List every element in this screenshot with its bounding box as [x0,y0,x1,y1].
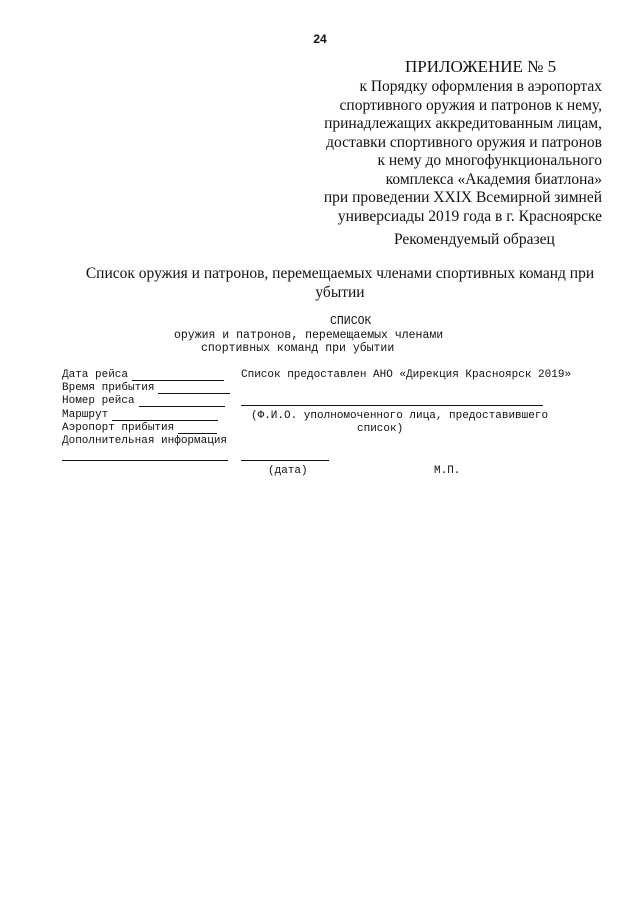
route-label: Маршрут [62,409,109,421]
arrival-airport-blank [178,423,217,434]
arrival-time-label: Время прибытия [62,382,155,394]
fio-caption-line2: список) [357,423,404,435]
appendix-line: принадлежащих аккредитованным лицам, [324,115,602,132]
appendix-line: при проведении XXIX Всемирной зимней [323,189,602,206]
appendix-title: ПРИЛОЖЕНИЕ № 5 [405,57,557,76]
arrival-airport-label: Аэропорт прибытия [62,422,175,434]
arrival-time-blank [158,383,230,394]
flight-number-field [62,395,225,407]
additional-info-label: Дополнительная информация [62,435,228,447]
flight-date-blank [132,370,224,381]
date-blank [241,460,329,461]
appendix-line: к нему до многофункционального [377,152,602,169]
flight-number-label: Номер рейса [62,395,135,407]
route-field [62,409,218,421]
flight-date-label: Дата рейса [62,369,129,381]
stamp-caption: М.П. [434,465,461,477]
flight-number-blank [139,396,225,407]
page-number: 24 [313,32,327,46]
arrival-airport-field [62,422,217,434]
additional-info-field [62,435,227,447]
route-blank [112,410,218,421]
appendix-line: доставки спортивного оружия и патронов [326,133,602,151]
arrival-time-field [62,382,230,394]
appendix-line: спортивного оружия и патронов к нему, [339,96,602,114]
form-subtitle-line1: оружия и патронов, перемещаемых членами [174,329,444,342]
fio-caption-line1: (Ф.И.О. уполномоченного лица, предоставившего [251,410,549,422]
date-caption: (дата) [268,465,308,477]
appendix-line: к Порядку оформления в аэропортах [359,78,602,95]
flight-date-field [62,369,224,381]
appendix-description [282,78,602,226]
document-heading: Список оружия и патронов, перемещаемых членами спортивных команд при убытии [85,265,595,301]
provided-by-text: Список предоставлен АНО «Дирекция Красноярск 2019» [241,369,572,381]
form-subtitle-line2: спортивных команд при убытии [201,342,395,355]
appendix-line: комплекса «Академия биатлона» [385,170,602,188]
appendix-line: универсиады 2019 года в г. Красноярске [337,207,602,225]
form-title: СПИСОК [330,315,372,328]
sample-label: Рекомендуемый образец [394,231,555,248]
signature-line [241,405,543,406]
additional-info-blank [62,460,228,461]
